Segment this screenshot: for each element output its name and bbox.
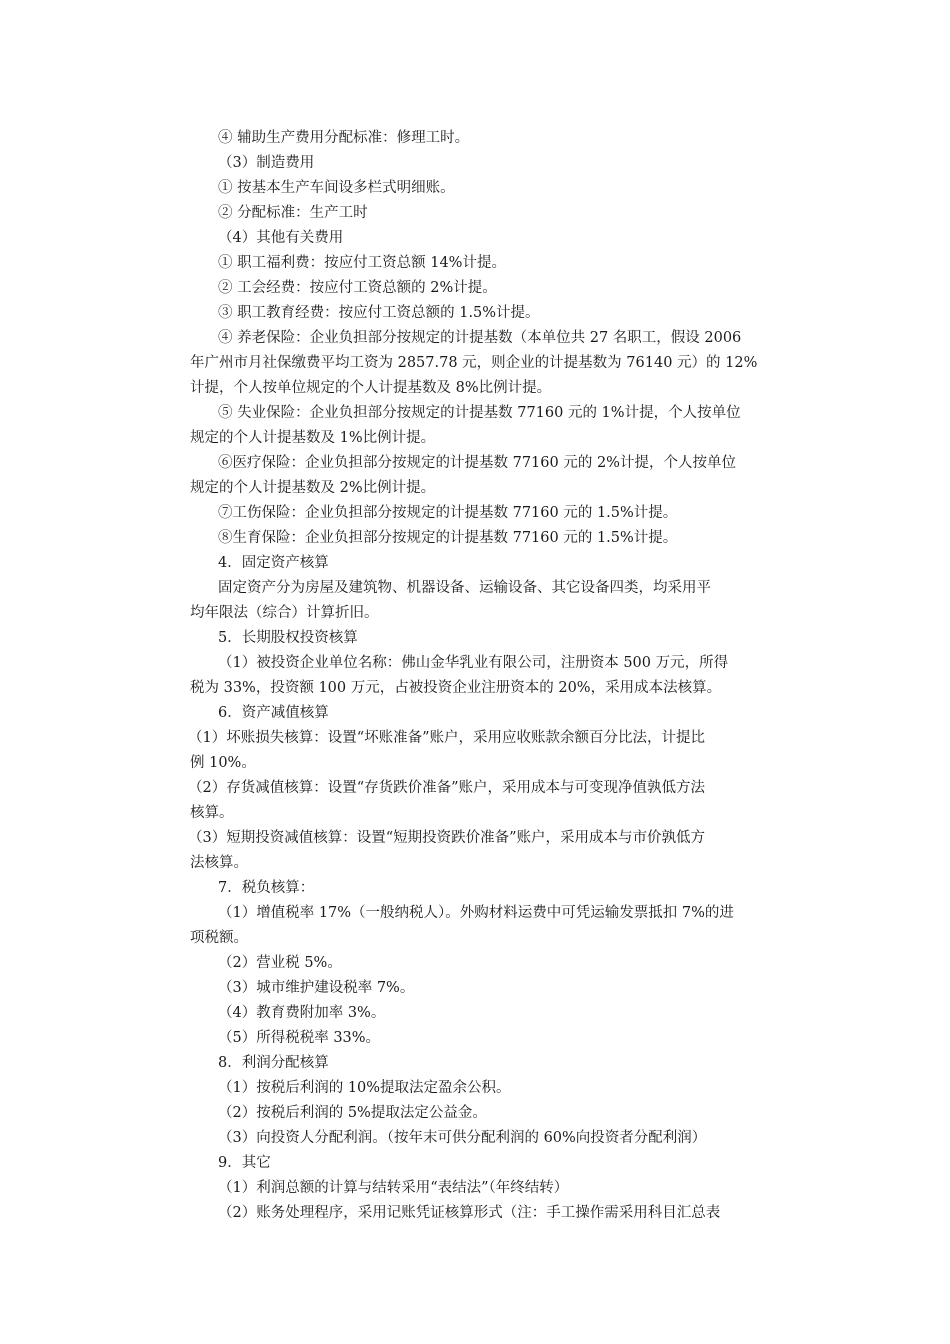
text-line: ④ 辅助生产费用分配标准：修理工时。 bbox=[218, 130, 470, 146]
text-line: （3）短期投资减值核算：设置“短期投资跌价准备”账户，采用成本与市价孰低方 bbox=[188, 830, 706, 846]
text-line: ⑦工伤保险：企业负担部分按规定的计提基数 77160 元的 1.5%计提。 bbox=[218, 505, 678, 521]
section-heading: 4．固定资产核算 bbox=[218, 555, 329, 571]
text-line: 法核算。 bbox=[190, 855, 248, 871]
text-line: 均年限法（综合）计算折旧。 bbox=[190, 605, 379, 621]
text-line: （3）城市维护建设税率 7%。 bbox=[218, 980, 415, 996]
section-heading: 9．其它 bbox=[218, 1155, 271, 1171]
text-line: ⑤ 失业保险：企业负担部分按规定的计提基数 77160 元的 1%计提，个人按单位 bbox=[218, 405, 741, 421]
section-heading: 7．税负核算： bbox=[218, 880, 315, 896]
text-line: ① 按基本生产车间设多栏式明细账。 bbox=[218, 180, 455, 196]
text-line: 税为 33%，投资额 100 万元，占被投资企业注册资本的 20%，采用成本法核算。 bbox=[190, 680, 722, 696]
text-line: ⑥医疗保险：企业负担部分按规定的计提基数 77160 元的 2%计提，个人按单位 bbox=[218, 455, 736, 471]
text-line: （4）其他有关费用 bbox=[218, 230, 344, 246]
text-line: （2）营业税 5%。 bbox=[218, 955, 342, 971]
text-line: 固定资产分为房屋及建筑物、机器设备、运输设备、其它设备四类，均采用平 bbox=[218, 580, 711, 596]
text-line: （3）向投资人分配利润。（按年末可供分配利润的 60%向投资者分配利润） bbox=[218, 1130, 707, 1146]
text-line: 规定的个人计提基数及 2%比例计提。 bbox=[190, 480, 436, 496]
text-line: 项税额。 bbox=[190, 930, 248, 946]
text-line: ① 职工福利费：按应付工资总额 14%计提。 bbox=[218, 255, 506, 271]
text-line: （5）所得税税率 33%。 bbox=[218, 1030, 381, 1046]
text-line: （1）利润总额的计算与结转采用“表结法”（年终结转） bbox=[218, 1180, 569, 1196]
section-heading: 8．利润分配核算 bbox=[218, 1055, 329, 1071]
text-line: ② 工会经费：按应付工资总额的 2%计提。 bbox=[218, 280, 497, 296]
text-line: （1）坏账损失核算：设置“坏账准备”账户，采用应收账款余额百分比法，计提比 bbox=[188, 730, 706, 746]
text-line: 计提，个人按单位规定的个人计提基数及 8%比例计提。 bbox=[190, 380, 552, 396]
text-line: ⑧生育保险：企业负担部分按规定的计提基数 77160 元的 1.5%计提。 bbox=[218, 530, 678, 546]
text-line: （1）按税后利润的 10%提取法定盈余公积。 bbox=[218, 1080, 511, 1096]
text-line: ③ 职工教育经费：按应付工资总额的 1.5%计提。 bbox=[218, 305, 540, 321]
text-line: （1）被投资企业单位名称：佛山金华乳业有限公司，注册资本 500 万元，所得 bbox=[218, 655, 729, 671]
text-line: 核算。 bbox=[190, 805, 234, 821]
text-line: （2）按税后利润的 5%提取法定公益金。 bbox=[218, 1105, 487, 1121]
text-line: （1）增值税率 17%（一般纳税人）。外购材料运费中可凭运输发票抵扣 7%的进 bbox=[218, 905, 734, 921]
text-line: 年广州市月社保缴费平均工资为 2857.78 元，则企业的计提基数为 76140 元）的 12% bbox=[190, 355, 758, 371]
text-line: ④ 养老保险：企业负担部分按规定的计提基数（本单位共 27 名职工，假设 2006 bbox=[218, 330, 742, 346]
text-line: （4）教育费附加率 3%。 bbox=[218, 1005, 386, 1021]
text-line: （2）账务处理程序，采用记账凭证核算形式（注：手工操作需采用科目汇总表 bbox=[218, 1205, 721, 1221]
section-heading: 5．长期股权投资核算 bbox=[218, 630, 358, 646]
text-line: ② 分配标准：生产工时 bbox=[218, 205, 368, 221]
text-line: 例 10%。 bbox=[190, 755, 256, 771]
text-line: （3）制造费用 bbox=[218, 155, 315, 171]
section-heading: 6．资产减值核算 bbox=[218, 705, 329, 721]
text-line: 规定的个人计提基数及 1%比例计提。 bbox=[190, 430, 436, 446]
text-line: （2）存货减值核算：设置“存货跌价准备”账户，采用成本与可变现净值孰低方法 bbox=[188, 780, 706, 796]
